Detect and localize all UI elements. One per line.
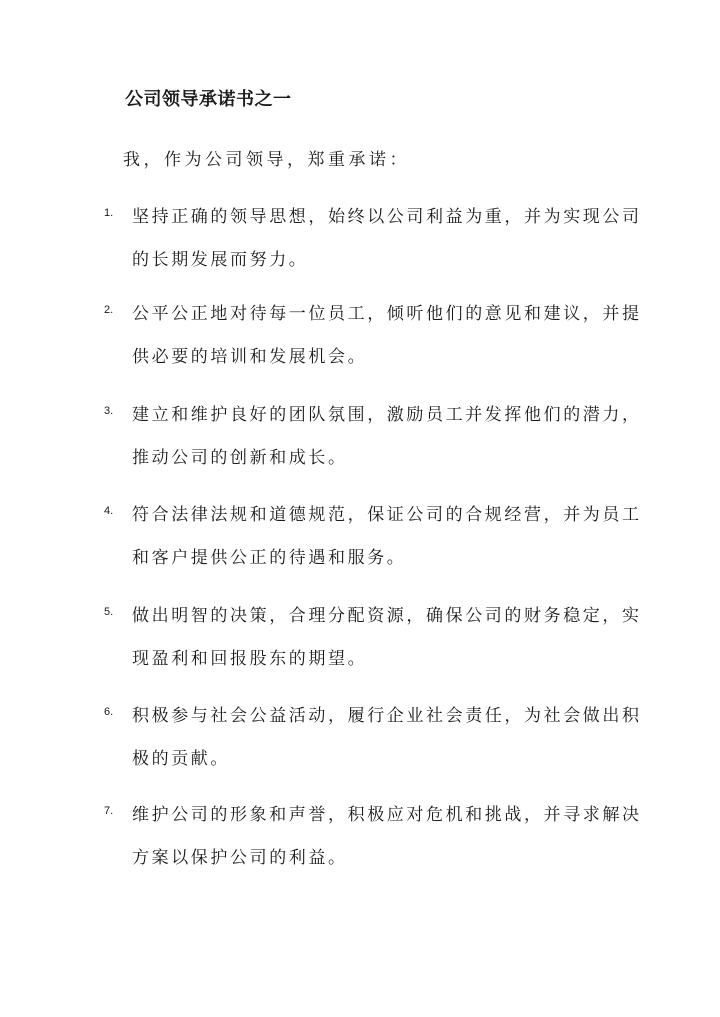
list-item-text-line: 和客户提供公正的待遇和服务。 xyxy=(132,548,407,568)
list-item-text-line: 极的贡献。 xyxy=(132,749,230,769)
list-item-text-line: 现盈利和回报股东的期望。 xyxy=(132,649,368,669)
list-item-number: 3. xyxy=(104,405,114,417)
list-item-text-line: 公平公正地对待每一位员工，倾听他们的意见和建议，并提 xyxy=(132,304,642,324)
list-item-text-line: 供必要的培训和发展机会。 xyxy=(132,347,368,367)
list-item-number: 6. xyxy=(104,706,114,718)
list-item-number: 7. xyxy=(104,805,114,817)
document-title: 公司领导承诺书之一 xyxy=(125,89,292,110)
intro-paragraph: 我，作为公司领导，郑重承诺： xyxy=(123,150,410,170)
list-item-number: 1. xyxy=(104,207,114,219)
list-item-number: 2. xyxy=(104,304,114,316)
list-item-text-line: 坚持正确的领导思想，始终以公司利益为重，并为实现公司 xyxy=(132,207,642,227)
list-item-text-line: 符合法律法规和道德规范，保证公司的合规经营，并为员工 xyxy=(132,505,642,525)
list-item-text-line: 积极参与社会公益活动，履行企业社会责任，为社会做出积 xyxy=(132,706,642,726)
list-item-number: 5. xyxy=(104,606,114,618)
list-item-text-line: 维护公司的形象和声誉，积极应对危机和挑战，并寻求解决 xyxy=(132,805,642,825)
list-item-text-line: 的长期发展而努力。 xyxy=(132,250,309,270)
list-item-text-line: 建立和维护良好的团队氛围，激励员工并发挥他们的潜力， xyxy=(132,405,642,425)
list-item-number: 4. xyxy=(104,505,114,517)
list-item-text-line: 做出明智的决策，合理分配资源，确保公司的财务稳定，实 xyxy=(132,606,642,626)
list-item-text-line: 推动公司的创新和成长。 xyxy=(132,448,348,468)
list-item-text-line: 方案以保护公司的利益。 xyxy=(132,848,348,868)
